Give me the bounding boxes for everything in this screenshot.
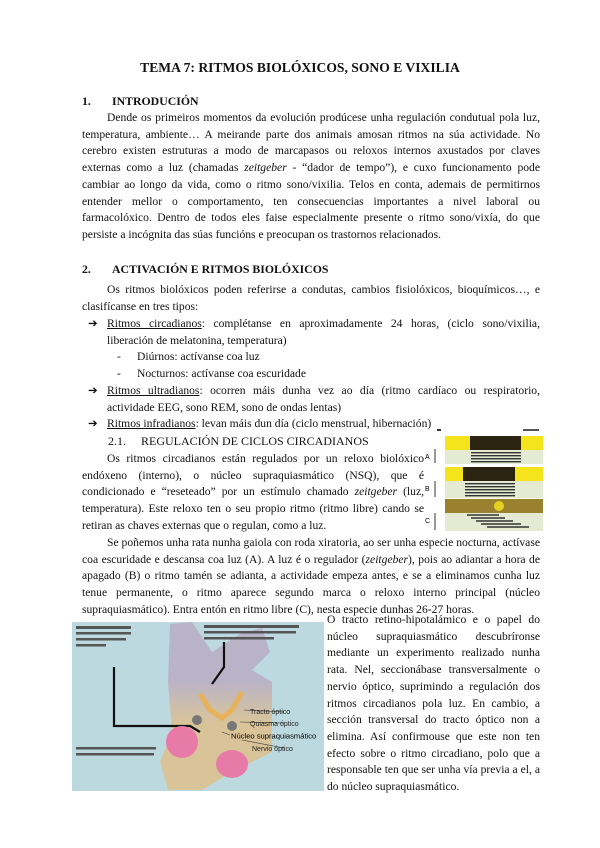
row-label: A [425, 454, 430, 461]
subsection-number: 2.1. [108, 434, 126, 448]
list-item [88, 383, 540, 416]
section-title: INTRODUCIÓN [112, 94, 199, 108]
term: Ritmos circadianos [107, 317, 202, 330]
label-optic-tract: Tracto óptico [250, 709, 291, 716]
text: - “dador de tempo”), e cuxo funcionamento pode cambiar ao longo da vida, como o ritmo sono/vixilia. Telos en conta, ademais de permitirnos entender mellor o comportamento, ten consecuencias importantes a nivel laboral ou farmacolóxico. Dentro de todos eles faise especialmente presente o ritmo sono/vixía, do que persiste a incógnita das súas funcións e preocupan os trastornos relacionados. [82, 161, 540, 241]
subsection-title: REGULACIÓN DE CICLOS CIRCADIANOS [141, 434, 369, 448]
text: Nocturnos: actívanse coa escuridade [137, 367, 307, 381]
label-optic-nerve: Nervio óptico [252, 746, 293, 753]
section-1-heading [82, 93, 199, 110]
arrow-icon: ➔ [88, 417, 98, 431]
text: : levan máis dun día (ciclo menstrual, hibernación) [195, 417, 432, 431]
circadian-paragraph [82, 451, 424, 535]
sublist [107, 349, 540, 382]
section-2-intro: Os ritmos biolóxicos poden referirse a condutas, cambios fisiolóxicos, bioquímicos…, e clasifícanse en tres tipos: [82, 283, 540, 313]
rhythm-types-list [88, 316, 540, 433]
term-zeitgeber: zeitgeber [354, 485, 398, 499]
row-label: C [425, 518, 431, 525]
label-scn: Núcleo supraquiasmático [231, 731, 317, 741]
row-label: B [425, 486, 430, 493]
term-zeitgeber: zeitgeber [244, 161, 287, 175]
term-zeitgeber: zeitgeber [365, 552, 409, 566]
arrow-icon: ➔ [88, 317, 98, 330]
text: Se poñemos unha rata nunha gaiola con roda xiratoria, ao ser unha especie nocturna, actívase coa escuridade e descansa coa luz (A). A luz é o regulador ( [82, 536, 540, 566]
section-2-heading [82, 261, 328, 278]
rat-brain-figure [72, 622, 324, 791]
dash-bullet: - [117, 350, 121, 364]
document-title: TEMA 7: RITMOS BIOLÓXICOS, SONO E VIXILIA [140, 60, 460, 75]
arrow-icon: ➔ [88, 383, 98, 397]
retinohypothalamic-paragraph: O tracto retino-hipotalámico e o papel do núcleo supraquiasmático descubríronse mediante un experimento realizado nunha rata. Nel, seccionábase transversalmente o nervio óptico, suprimindo a regulación dos ritmos circadianos pola luz. En cambio, a sección transversal do tracto óptico non a elimina. Así confirmouse que este non ten efecto sobre o ritmo circadiano, polo que a responsable ten que ser unha vía previa a el, a do núcleo supraquiasmático. [327, 613, 540, 794]
intro-paragraph [82, 110, 540, 244]
text: (luz, temperatura). Este reloxo ten o seu propio ritmo (ritmo libre) cando se retiran as chaves externas que o regulan, como a luz. [82, 485, 424, 532]
activity-rhythm-figure [423, 427, 545, 533]
section-number: 1. [82, 94, 91, 108]
text: Diúrnos: actívanse coa luz [137, 350, 260, 364]
dash-bullet: - [117, 367, 121, 381]
text: : ocorren máis dunha vez ao día (ritmo cardíaco ou respiratorio, actividade EEG, sono REM, sono de ondas lentas) [107, 383, 540, 414]
list-item [88, 316, 540, 349]
label-optic-chiasm: Quiasma óptico [250, 721, 299, 728]
text: : complétanse en aproximadamente 24 horas, (ciclo sono/vixilia, liberación de melatonina, temperatura) [107, 317, 540, 347]
term: Ritmos ultradianos [107, 383, 200, 397]
rat-experiment-paragraph [82, 535, 540, 619]
sublist-item [117, 349, 540, 366]
subsection-2-1-heading [108, 433, 369, 450]
section-title: ACTIVACIÓN E RITMOS BIOLÓXICOS [112, 262, 329, 276]
text: ), pois ao adiantar a hora de apagado (B) o ritmo tamén se adianta, a actividade empeza antes, e se a eliminamos cunha luz tenue permanente, o ritmo aparece segundo marca o reloxo interno principal (núcleo supraquiasmático). Entra entón en ritmo libre (C), nesta especie dunhas 26-27 horas. [82, 552, 540, 616]
term: Ritmos infradianos [107, 417, 196, 431]
sublist-item [117, 366, 540, 383]
text: Os ritmos circadianos están regulados por un reloxo biolóxico endóxeno (interno), o núcleo supraquiasmático (NSQ), que é condicionado e “reseteado” por un estímulo chamado [82, 452, 424, 499]
section-number: 2. [82, 262, 91, 276]
text: Dende os primeiros momentos da evolución prodúcese unha regulación condutual pola luz, temperatura, ambiente… A meirande parte dos animais amosan ritmos na súa actividade. No cerebro existen estruturas a modo de marcapasos ou reloxos internos axustados por claves externas como a luz (chamadas [82, 111, 540, 175]
